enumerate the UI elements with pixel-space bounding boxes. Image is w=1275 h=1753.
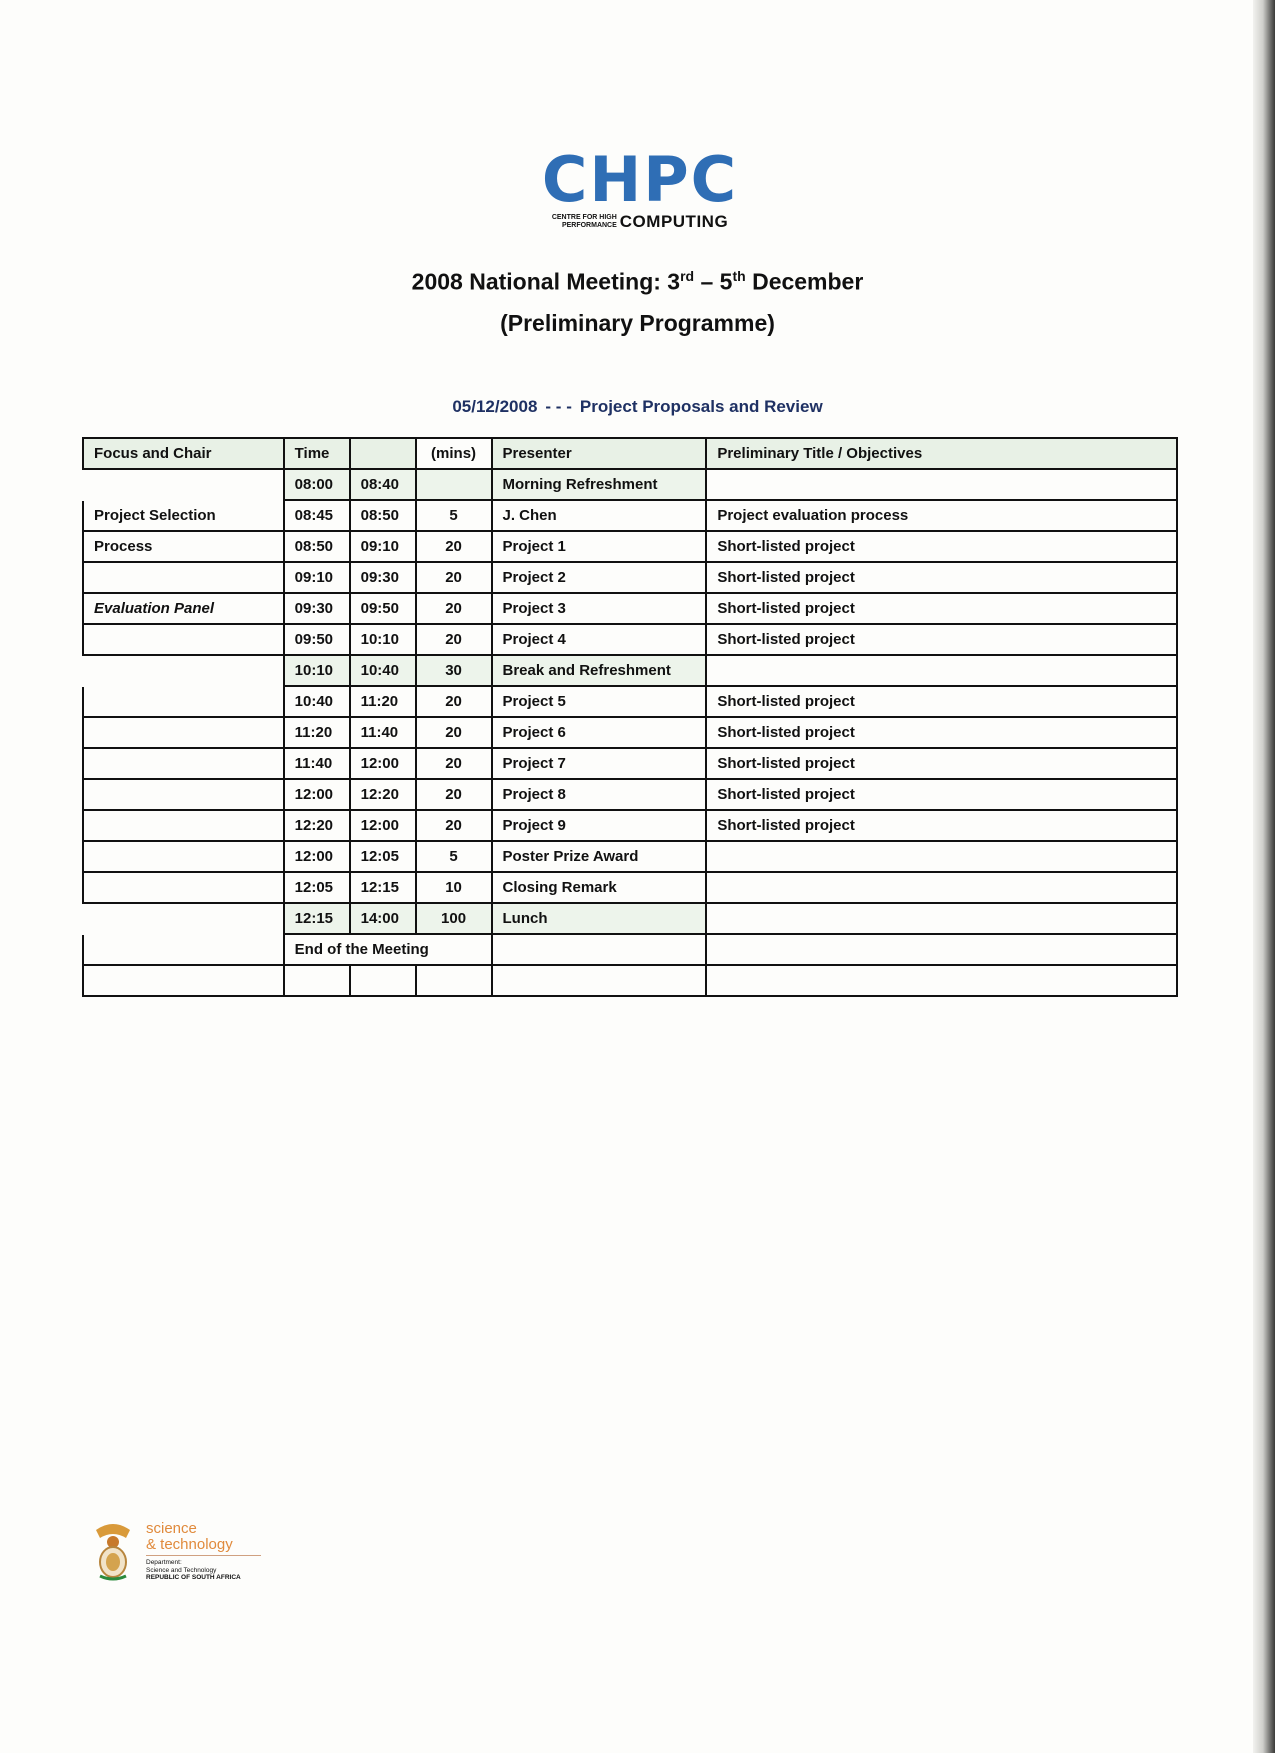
header-time: Time xyxy=(284,438,350,469)
cell-end: 10:40 xyxy=(350,655,416,686)
cell-presenter: Closing Remark xyxy=(492,872,707,903)
cell-focus xyxy=(83,841,284,872)
cell-start: 09:50 xyxy=(284,624,350,655)
logo-small-line-1: CENTRE FOR HIGH xyxy=(551,214,617,221)
cell-presenter: Project 5 xyxy=(492,686,707,717)
day-topic: Project Proposals and Review xyxy=(579,397,823,416)
cell-end: 08:50 xyxy=(350,500,416,531)
cell-start: 12:00 xyxy=(284,841,350,872)
end-label: End of the Meeting xyxy=(284,934,492,965)
cell-presenter: J. Chen xyxy=(492,500,707,531)
table-header-row xyxy=(83,438,1177,469)
cell-title: Short-listed project xyxy=(706,779,1177,810)
cell-focus xyxy=(83,810,284,841)
cell-title xyxy=(706,872,1177,903)
table-row xyxy=(83,624,1177,655)
table-row xyxy=(83,841,1177,872)
cell-presenter: Morning Refreshment xyxy=(492,469,707,500)
cell-presenter: Poster Prize Award xyxy=(492,841,707,872)
header-time-end xyxy=(350,438,416,469)
cell-end: 10:10 xyxy=(350,624,416,655)
cell-mins xyxy=(416,469,492,500)
table-row xyxy=(83,810,1177,841)
table-row xyxy=(83,531,1177,562)
cell-mins: 30 xyxy=(416,655,492,686)
cell-presenter: Project 6 xyxy=(492,717,707,748)
cell-mins: 10 xyxy=(416,872,492,903)
cell-focus xyxy=(83,655,284,686)
cell-mins: 20 xyxy=(416,717,492,748)
cell-end: 09:10 xyxy=(350,531,416,562)
logo-wordmark: CHPC xyxy=(541,143,739,216)
cell-title xyxy=(706,655,1177,686)
cell-end: 12:20 xyxy=(350,779,416,810)
programme-table xyxy=(82,437,1178,997)
cell-presenter: Project 9 xyxy=(492,810,707,841)
cell-start: 10:40 xyxy=(284,686,350,717)
cell-focus: Project Selection xyxy=(83,500,284,531)
table-row xyxy=(83,500,1177,531)
cell-end: 12:15 xyxy=(350,872,416,903)
table-row xyxy=(83,748,1177,779)
table-row xyxy=(83,562,1177,593)
cell-title: Short-listed project xyxy=(706,562,1177,593)
cell-focus xyxy=(83,717,284,748)
cell-start: 12:00 xyxy=(284,779,350,810)
logo-computing: COMPUTING xyxy=(619,212,729,231)
cell-end: 09:50 xyxy=(350,593,416,624)
cell-end: 12:00 xyxy=(350,810,416,841)
end-row xyxy=(83,934,1177,965)
cell-end: 09:30 xyxy=(350,562,416,593)
programme-rows xyxy=(83,469,1177,934)
header-presenter: Presenter xyxy=(492,438,707,469)
cell-start: 08:50 xyxy=(284,531,350,562)
table-row xyxy=(83,717,1177,748)
table-row xyxy=(83,903,1177,934)
day-date: 05/12/2008 xyxy=(452,397,538,416)
cell-start: 08:45 xyxy=(284,500,350,531)
cell-start: 12:05 xyxy=(284,872,350,903)
cell-presenter: Project 1 xyxy=(492,531,707,562)
dst-department-name: Science and Technology xyxy=(146,1566,217,1574)
cell-title: Short-listed project xyxy=(706,748,1177,779)
cell-focus xyxy=(83,779,284,810)
cell-focus xyxy=(83,903,284,934)
cell-end: 12:05 xyxy=(350,841,416,872)
table-row xyxy=(83,779,1177,810)
cell-title: Short-listed project xyxy=(706,593,1177,624)
cell-focus xyxy=(83,469,284,500)
cell-end: 08:40 xyxy=(350,469,416,500)
cell-presenter: Project 7 xyxy=(492,748,707,779)
day-separator: - - - xyxy=(545,397,572,416)
header-mins: (mins) xyxy=(416,438,492,469)
cell-mins: 5 xyxy=(416,841,492,872)
cell-end: 11:40 xyxy=(350,717,416,748)
cell-focus xyxy=(83,624,284,655)
header-focus: Focus and Chair xyxy=(83,438,284,469)
cell-start: 09:30 xyxy=(284,593,350,624)
cell-focus xyxy=(83,748,284,779)
cell-focus: Process xyxy=(83,531,284,562)
cell-title xyxy=(706,903,1177,934)
table-row xyxy=(83,469,1177,500)
cell-mins: 100 xyxy=(416,903,492,934)
cell-start: 12:15 xyxy=(284,903,350,934)
cell-end: 14:00 xyxy=(350,903,416,934)
cell-presenter: Break and Refreshment xyxy=(492,655,707,686)
table-row xyxy=(83,872,1177,903)
cell-start: 11:40 xyxy=(284,748,350,779)
cell-title: Short-listed project xyxy=(706,531,1177,562)
cell-mins: 20 xyxy=(416,593,492,624)
blank-row xyxy=(83,965,1177,996)
table-row xyxy=(83,655,1177,686)
cell-title: Short-listed project xyxy=(706,717,1177,748)
dst-technology: & technology xyxy=(146,1536,233,1553)
cell-mins: 20 xyxy=(416,748,492,779)
cell-start: 12:20 xyxy=(284,810,350,841)
page-subtitle: (Preliminary Programme) xyxy=(500,310,775,336)
cell-focus xyxy=(83,872,284,903)
table-row xyxy=(83,593,1177,624)
cell-focus xyxy=(83,686,284,717)
dst-divider xyxy=(146,1555,261,1556)
cell-presenter: Lunch xyxy=(492,903,707,934)
dst-science: science xyxy=(146,1520,197,1537)
cell-presenter: Project 3 xyxy=(492,593,707,624)
cell-end: 11:20 xyxy=(350,686,416,717)
header-title: Preliminary Title / Objectives xyxy=(706,438,1177,469)
cell-mins: 5 xyxy=(416,500,492,531)
day-heading xyxy=(0,397,1275,417)
cell-start: 09:10 xyxy=(284,562,350,593)
cell-title: Short-listed project xyxy=(706,686,1177,717)
cell-mins: 20 xyxy=(416,562,492,593)
cell-mins: 20 xyxy=(416,779,492,810)
dst-country: REPUBLIC OF SOUTH AFRICA xyxy=(146,1574,241,1581)
cell-mins: 20 xyxy=(416,686,492,717)
table-row xyxy=(83,686,1177,717)
cell-mins: 20 xyxy=(416,810,492,841)
logo-small-line-2: PERFORMANCE xyxy=(561,222,617,229)
cell-focus xyxy=(83,562,284,593)
cell-mins: 20 xyxy=(416,624,492,655)
cell-start: 10:10 xyxy=(284,655,350,686)
cell-title: Project evaluation process xyxy=(706,500,1177,531)
cell-start: 08:00 xyxy=(284,469,350,500)
cell-focus: Evaluation Panel xyxy=(83,593,284,624)
cell-title: Short-listed project xyxy=(706,624,1177,655)
cell-presenter: Project 8 xyxy=(492,779,707,810)
chpc-logo xyxy=(530,143,750,232)
cell-presenter: Project 4 xyxy=(492,624,707,655)
cell-start: 11:20 xyxy=(284,717,350,748)
cell-presenter: Project 2 xyxy=(492,562,707,593)
coat-of-arms-icon xyxy=(88,1520,138,1582)
dst-department-label: Department: xyxy=(146,1559,182,1566)
cell-mins: 20 xyxy=(416,531,492,562)
page-title: 2008 National Meeting: 3rd – 5th December xyxy=(411,268,864,295)
cell-title: Short-listed project xyxy=(706,810,1177,841)
scan-page-edge xyxy=(1253,0,1275,1753)
cell-end: 12:00 xyxy=(350,748,416,779)
cell-title xyxy=(706,469,1177,500)
cell-title xyxy=(706,841,1177,872)
dst-logo xyxy=(146,1521,266,1582)
